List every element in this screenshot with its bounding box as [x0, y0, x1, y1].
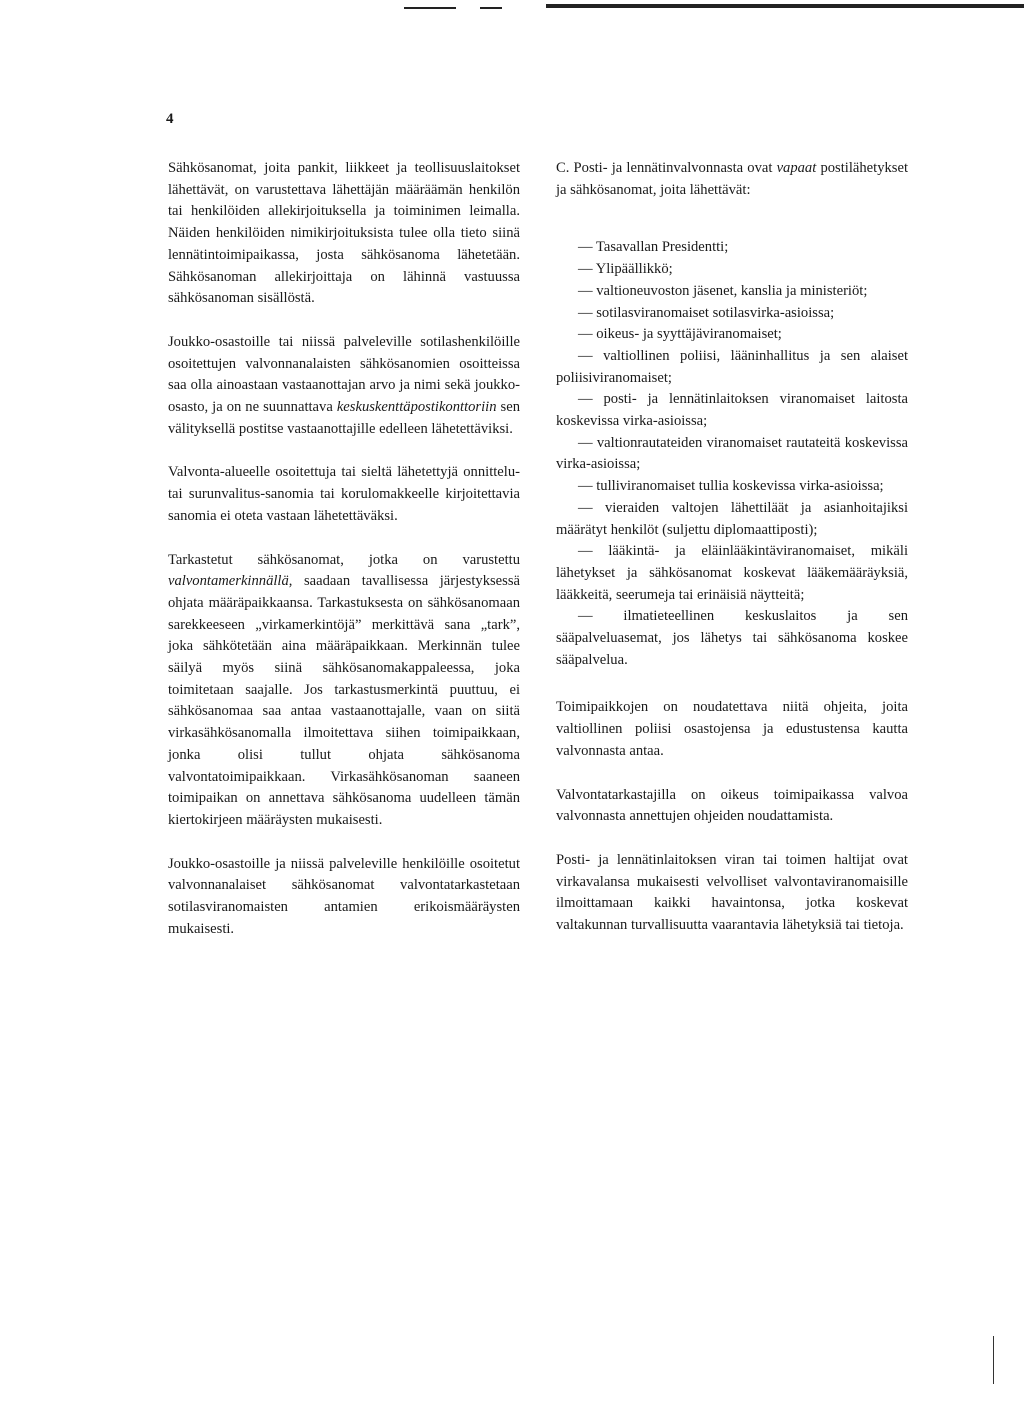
- body-text: Sähkösanomat, joita pankit, liikkeet ja teollisuuslaitokset lähettävät, on varustettava lähettäjän määräämän henkilön tai henkilöiden allekirjoituksella ja toiminimen leimalla. Näiden henkilöiden nimikirjoituksista tulee olla tieto siinä lennätintoimipaikassa, josta sähkösanoma lähetetään. Sähkösanoman allekirjoittaja on lähinnä vastuussa sähkösanoman sisällöstä.: [168, 160, 520, 307]
- list-item: — sotilasviranomaiset sotilasvirka-asioissa;: [578, 304, 835, 321]
- scan-artifact: [993, 1336, 994, 1384]
- list-item: — ilmatieteellinen keskuslaitos ja sen sääpalveluasemat, jos lähetys tai sähkösanoma koskee sääpalvelua.: [556, 608, 908, 668]
- body-text: Valvonta-alueelle osoitettuja tai sieltä lähetettyjä onnittelu- tai surunvalitus-sanomia tai korulomakkeelle kirjoitettavia sanomia ei oteta vastaan lähetettäväksi.: [168, 464, 520, 524]
- body-text: postilähetykset ja sähkösanomat, joita lähettävät:: [556, 160, 908, 198]
- paragraph: [168, 332, 520, 441]
- paragraph: Posti- ja lennätinlaitoksen viran tai toimen haltijat ovat virkavalansa mukaisesti velvolliset valvontaviranomaisille ilmoittamaan kaikki havaintonsa, jotka koskevat valtakunnan turvallisuutta vaarantavia lähetyksiä tai tietoja.: [556, 851, 908, 934]
- body-text: C. Posti- ja lennätinvalvonnasta ovat: [556, 160, 777, 176]
- italic-text: keskuskenttäpostikonttoriin: [336, 399, 497, 416]
- exemption-list: [556, 237, 908, 671]
- left-column: [168, 158, 520, 963]
- scan-artifact: [546, 4, 1024, 8]
- right-paragraphs: [556, 697, 908, 936]
- list-item: — valtiollinen poliisi, lääninhallitus ja sen alaiset poliisiviranomaiset;: [556, 347, 908, 386]
- list-item: — posti- ja lennätinlaitoksen viranomaiset laitosta koskevissa virka-asioissa;: [556, 391, 908, 430]
- scan-artifact: [480, 7, 502, 9]
- body-text: sen välityksellä postitse vastaanottajille edelleen lähetettäviksi.: [168, 399, 521, 437]
- paragraph: Valvontatarkastajilla on oikeus toimipaikassa valvoa valvonnasta annettujen ohjeiden noudattamista.: [556, 786, 908, 825]
- spacer: [556, 671, 908, 697]
- list-item: — lääkintä- ja eläinlääkintäviranomaiset, mikäli lähetykset ja sähkösanomat koskevat lääkemääräyksiä, lääkkeitä, seerumeja tai erinäisiä näytteitä;: [556, 543, 908, 603]
- paragraph: [168, 854, 520, 941]
- exemption-intro: [556, 158, 908, 201]
- page-number: 4: [166, 111, 174, 127]
- body-text: Joukko-osastoille ja niissä palveleville henkilöille osoitetut valvonnanalaiset sähkösanomat valvontatarkastetaan sotilasviranomaisten antamien erikoismääräysten mukaisesti.: [168, 855, 520, 937]
- list-item: — vieraiden valtojen lähettiläät ja asianhoitajiksi määrätyt henkilöt (suljettu diplomaattiposti);: [556, 499, 908, 538]
- body-text: Tarkastetut sähkösanomat, jotka on varustettu: [168, 551, 520, 568]
- paragraph: [168, 158, 520, 310]
- list-item: — tulliviranomaiset tullia koskevissa virka-asioissa;: [578, 478, 884, 495]
- paragraph: [168, 462, 520, 527]
- list-item: — oikeus- ja syyttäjäviranomaiset;: [578, 326, 782, 343]
- body-text: Joukko-osastoille tai niissä palveleville sotilashenkilöille osoitettujen valvonnanalaisten sähkösanomien osoitteissa saa olla ainoastaan vastaanottajan arvo ja nimi sekä joukko-osasto, ja on ne suunnattava: [168, 333, 520, 416]
- list-item: — Ylipäällikkö;: [578, 261, 673, 278]
- spacer: [556, 211, 908, 237]
- body-text: , saadaan tavallisessa järjestyksessä ohjata määräpaikkaansa. Tarkastuksesta on sähkösanomaan sarekkeeseen „virkamerkintöjä” merkittävä sana „tark”, joka sähkötetään aina määräpaikkaan. Merkinnän tulee säilyä myös siinä sähkösanomakappaleessa, joka toimitetaan saajalle. Jos tarkastusmerkintä puuttuu, ei sähkösanomaa saa antaa vastaanottajalle, vaan on siitä virkasähkösanomalla ilmoitettava siihen toimipaikkaan, jonka olisi tullut ohjata sähkösanoma valvontatoimipaikkaan. Virkasähkösanoman saaneen toimipaikan on annettava sähkösanoma uudelleen tämän kiertokirjeen määräysten mukaisesti.: [168, 573, 520, 828]
- italic-text: valvontamerkinnällä: [168, 573, 289, 590]
- italic-text: vapaat: [776, 160, 817, 176]
- scan-artifact: [404, 7, 456, 9]
- paragraph: [168, 550, 520, 832]
- right-column: [556, 158, 908, 959]
- list-item: — Tasavallan Presidentti;: [578, 239, 729, 256]
- list-item: — valtionrautateiden viranomaiset rautateitä koskevissa virka-asioissa;: [556, 434, 908, 473]
- paragraph: Toimipaikkojen on noudatettava niitä ohjeita, joita valtiollinen poliisi osastojensa ja edustustensa kautta valvonnasta antaa.: [556, 699, 908, 759]
- list-item: — valtioneuvoston jäsenet, kanslia ja ministeriöt;: [578, 282, 868, 299]
